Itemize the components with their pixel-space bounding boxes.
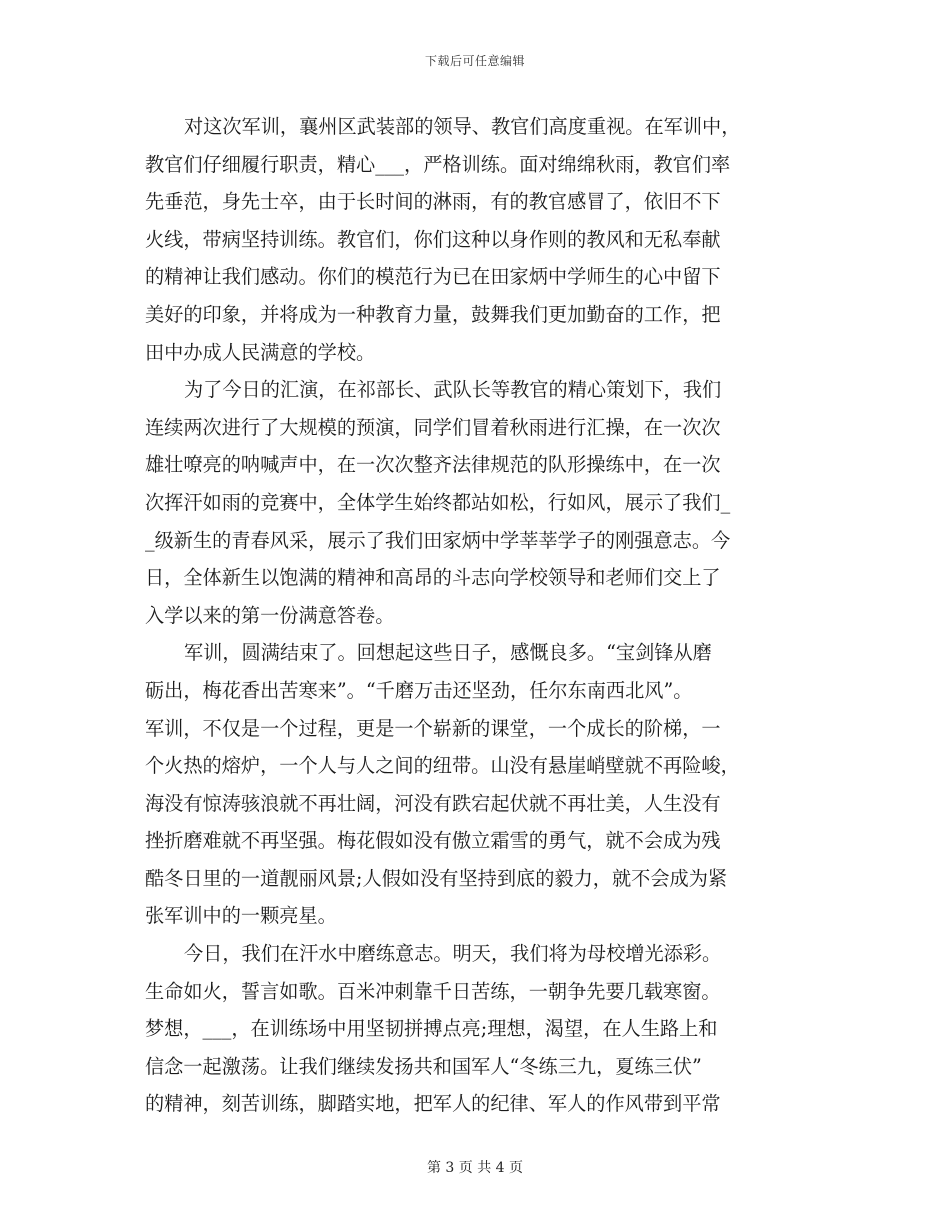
text-line: 美好的印象，并将成为一种教育力量，鼓舞我们更加勤奋的工作，把 xyxy=(145,302,721,326)
text-line: 先垂范，身先士卒，由于长时间的淋雨，有的教官感冒了，依旧不下 xyxy=(145,190,721,214)
paragraph xyxy=(145,935,805,1123)
text-line: 张军训中的一颗亮星。 xyxy=(145,904,337,928)
text-line: 的精神让我们感动。你们的模范行为已在田家炳中学师生的心中留下 xyxy=(145,265,721,289)
text-line: 雄壮嘹亮的呐喊声中，在一次次整齐法律规范的队形操练中，在一次 xyxy=(145,453,721,477)
text-line: 军训，圆满结束了。回想起这些日子，感慨良多。“宝剑锋从磨 xyxy=(184,641,712,665)
text-line: 生命如火，誓言如歌。百米冲刺靠千日苦练，一朝争先要几载寒窗。 xyxy=(145,979,721,1003)
text-line: 为了今日的汇演，在祁部长、武队长等教官的精心策划下，我们 xyxy=(184,378,722,402)
text-line: 个火热的熔炉，一个人与人之间的纽带。山没有悬崖峭壁就不再险峻， xyxy=(145,754,740,778)
text-line: _级新生的青春风采，展示了我们田家炳中学莘莘学子的刚强意志。今 xyxy=(145,528,731,552)
paragraph xyxy=(145,371,805,634)
text-line: 的精神，刻苦训练，脚踏实地，把军人的纪律、军人的作风带到平常 xyxy=(145,1092,721,1116)
document-body xyxy=(145,108,805,1123)
text-line: 军训，不仅是一个过程，更是一个崭新的课堂，一个成长的阶梯，一 xyxy=(145,716,721,740)
page-number: 第 3 页 共 4 页 xyxy=(426,1160,524,1176)
page-header: 下载后可任意编辑 xyxy=(424,54,525,68)
text-line: 次挥汗如雨的竞赛中，全体学生始终都站如松，行如风，展示了我们_ xyxy=(145,490,731,514)
text-line: 海没有惊涛骇浪就不再壮阔，河没有跌宕起伏就不再壮美，人生没有 xyxy=(145,791,721,815)
text-line: 对这次军训，襄州区武装部的领导、教官们高度重视。在军训中， xyxy=(184,115,741,138)
text-line: 教官们仔细履行职责，精心___，严格训练。面对绵绵秋雨，教官们率 xyxy=(145,152,731,176)
text-line: 今日，我们在汗水中磨练意志。明天，我们将为母校增光添彩。 xyxy=(184,942,722,966)
text-line: 入学以来的第一份满意答卷。 xyxy=(145,603,395,627)
paragraph xyxy=(145,634,805,935)
text-line: 日，全体新生以饱满的精神和高昂的斗志向学校领导和老师们交上了 xyxy=(145,566,721,590)
text-line: 砺出，梅花香出苦寒来”。“千磨万击还坚劲，任尔东南西北风”。 xyxy=(145,678,693,702)
paragraph xyxy=(145,108,805,371)
text-line: 梦想，___，在训练场中用坚韧拼搏点亮;理想，渴望，在人生路上和 xyxy=(145,1017,718,1041)
text-line: 信念一起激荡。让我们继续发扬共和国军人“冬练三九，夏练三伏” xyxy=(145,1054,702,1078)
text-line: 火线，带病坚持训练。教官们，你们这种以身作则的教风和无私奉献 xyxy=(145,227,721,251)
text-line: 连续两次进行了大规模的预演，同学们冒着秋雨进行汇操，在一次次 xyxy=(145,415,721,439)
text-line: 挫折磨难就不再坚强。梅花假如没有傲立霜雪的勇气，就不会成为残 xyxy=(145,829,721,853)
text-line: 田中办成人民满意的学校。 xyxy=(145,340,376,364)
text-line: 酷冬日里的一道靓丽风景;人假如没有坚持到底的毅力，就不会成为紧 xyxy=(145,866,728,890)
